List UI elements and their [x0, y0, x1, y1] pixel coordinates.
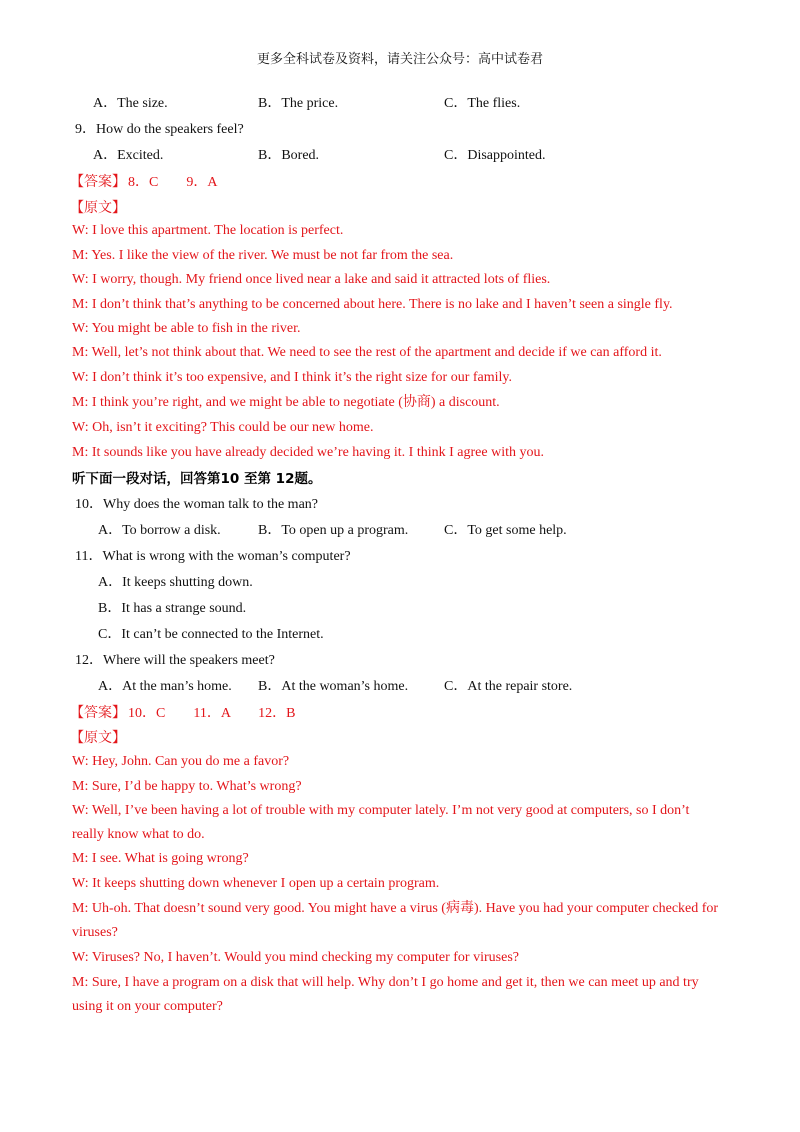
- answer-tag: 【答案】: [70, 705, 126, 721]
- transcript-line: W: Hey, John. Can you do me a favor?: [72, 754, 290, 769]
- q10-option-a: A．To borrow a disk.: [98, 523, 221, 538]
- transcript-tag: 【原文】: [70, 200, 126, 216]
- transcript-line: viruses?: [72, 925, 118, 940]
- q8-option-a: A．The size.: [93, 96, 168, 111]
- q10-option-b: B．To open up a program.: [258, 523, 409, 538]
- q9-stem: 9．How do the speakers feel?: [75, 122, 244, 137]
- transcript-line: W: It keeps shutting down whenever I open up a certain program.: [72, 876, 440, 891]
- q8-option-c: C．The flies.: [444, 96, 521, 111]
- transcript-line: M: I don’t think that’s anything to be concerned about here. There is no lake and I haven’t seen a single fly.: [72, 297, 673, 312]
- transcript-line: M: I think you’re right, and we might be able to negotiate (协商) a discount.: [72, 395, 500, 410]
- transcript-line: really know what to do.: [72, 827, 205, 842]
- answer-values: 10．C 11．A 12．B: [128, 706, 296, 721]
- answer-values: 8．C 9．A: [128, 175, 218, 190]
- answer-tag: 【答案】: [70, 174, 126, 190]
- transcript-line: M: Sure, I’d be happy to. What’s wrong?: [72, 779, 302, 794]
- q12-option-c: C．At the repair store.: [444, 679, 573, 694]
- q12-stem: 12．Where will the speakers meet?: [75, 653, 275, 668]
- transcript-line: M: I see. What is going wrong?: [72, 851, 249, 866]
- transcript-line: M: Uh-oh. That doesn’t sound very good. You might have a virus (病毒). Have you had your computer checked for: [72, 901, 719, 916]
- transcript-line: W: I love this apartment. The location is perfect.: [72, 223, 344, 238]
- transcript-line: M: Yes. I like the view of the river. We must be not far from the sea.: [72, 248, 454, 263]
- q9-option-b: B．Bored.: [258, 148, 320, 163]
- q11-option-c: C．It can’t be connected to the Internet.: [98, 627, 324, 642]
- transcript-line: W: Well, I’ve been having a lot of trouble with my computer lately. I’m not very good at computers, so I don’t: [72, 803, 690, 818]
- section-heading: 听下面一段对话，回答第10 至第 12题。: [72, 471, 322, 487]
- q9-option-c: C．Disappointed.: [444, 148, 546, 163]
- transcript-line: W: I don’t think it’s too expensive, and I think it’s the right size for our family.: [72, 370, 513, 385]
- transcript-line: W: I worry, though. My friend once lived near a lake and said it attracted lots of flies.: [72, 272, 551, 287]
- transcript-line: W: You might be able to fish in the river.: [72, 321, 301, 336]
- transcript-line: M: Well, let’s not think about that. We need to see the rest of the apartment and decide if we can afford it.: [72, 345, 662, 360]
- page-header: 更多全科试卷及资料，请关注公众号：高中试卷君: [256, 52, 543, 67]
- q10-stem: 10．Why does the woman talk to the man?: [75, 497, 318, 512]
- answer-block-1: [70, 173, 217, 192]
- q10-option-c: C．To get some help.: [444, 523, 567, 538]
- transcript-line: W: Viruses? No, I haven’t. Would you mind checking my computer for viruses?: [72, 950, 519, 965]
- transcript-line: using it on your computer?: [72, 999, 223, 1014]
- q11-option-b: B．It has a strange sound.: [98, 601, 247, 616]
- q8-option-b: B．The price.: [258, 96, 339, 111]
- transcript-line: M: It sounds like you have already decided we’re having it. I think I agree with you.: [72, 445, 544, 460]
- q11-stem: 11．What is wrong with the woman’s computer?: [75, 549, 351, 564]
- transcript-tag: 【原文】: [70, 730, 126, 746]
- transcript-line: W: Oh, isn’t it exciting? This could be our new home.: [72, 420, 374, 435]
- transcript-line: M: Sure, I have a program on a disk that will help. Why don’t I go home and get it, then we can meet up and try: [72, 975, 699, 990]
- q12-option-a: A．At the man’s home.: [98, 679, 232, 694]
- answer-block-2: [70, 704, 296, 723]
- q11-option-a: A．It keeps shutting down.: [98, 575, 253, 590]
- q12-option-b: B．At the woman’s home.: [258, 679, 409, 694]
- q9-option-a: A．Excited.: [93, 148, 164, 163]
